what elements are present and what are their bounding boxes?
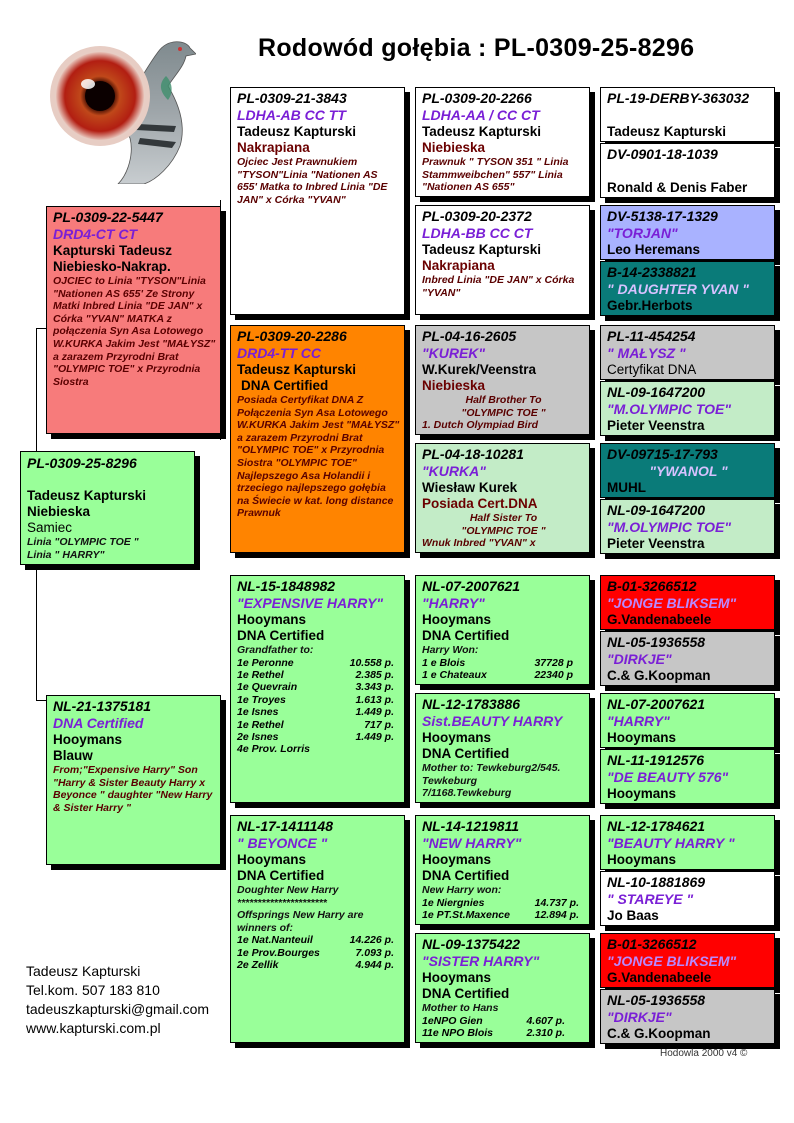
gen4-box <box>600 443 775 498</box>
gen4-box <box>600 87 775 142</box>
ggp-dss-ring: NL-07-2007621 <box>422 578 521 594</box>
ggp-sdd-note1: Half Sister To <box>469 512 538 524</box>
ggp-sss-color: Niebieska <box>422 140 486 155</box>
result-row: 2e Zellik 4.944 p. <box>237 959 394 972</box>
gen4-line: "BEAUTY HARRY " <box>607 835 735 851</box>
result-row: 1e Prov.Bourges 7.093 p. <box>237 946 394 959</box>
gen4-line: "TORJAN" <box>607 225 678 241</box>
result-row: 1e Rethel 2.385 p. <box>237 669 394 681</box>
dam-box <box>46 695 221 865</box>
gen4-ring: PL-19-DERBY-363032 <box>607 90 750 106</box>
ggp-dds-note: New Harry won: <box>422 884 502 896</box>
dam-ring: NL-21-1375181 <box>53 698 152 714</box>
gen4-line: " DAUGHTER YVAN " <box>607 281 749 297</box>
page-title: Rodowód gołębia : PL-0309-25-8296 <box>258 34 695 62</box>
ggp-dds-line: "NEW HARRY" <box>422 835 522 851</box>
gp-ss-ring: PL-0309-21-3843 <box>237 90 347 106</box>
sire-note: OJCIEC to Linia "TYSON"Linia "Nationen AS 655' Ze Strony Matki Inbred Linia "DE JAN" x Córka "YVAN" MATKA z połączenia Syn Asa Lotowego W.KURKA Jakim Jest "MAŁYSZ" a zarazem Przyrodni Brat "OLYMPIC TOE" x Przyrodnia Siostra <box>53 275 216 388</box>
dam-color: Blauw <box>53 748 93 763</box>
ggp-dds-breeder: Hooymans <box>422 852 492 867</box>
ggp-dsd-note3: 7/1168.Tewkeburg <box>422 787 512 800</box>
gen4-line: "JONGE BLIKSEM" <box>607 595 737 611</box>
gen4-ring: DV-0901-18-1039 <box>607 146 718 162</box>
ggp-ddd-breeder: Hooymans <box>422 970 492 985</box>
gen4-box <box>600 499 775 554</box>
gen4-name: Tadeusz Kapturski <box>607 124 727 139</box>
granddam-dam-box <box>230 815 405 1043</box>
ggp-sds-note3: 1. Dutch Olympiad Bird <box>422 419 539 432</box>
gp-ds-line: "EXPENSIVE HARRY" <box>237 595 384 611</box>
gen4-box <box>600 693 775 748</box>
gen4-box <box>600 749 775 804</box>
gp-sd-note: Posiada Certyfikat DNA Z Połączenia Syn Asa Lotowego W.KURKA Jakim Jest "MAŁYSZ" a zarazem Przyrodni Brat "OLYMPIC TOE" x Przyrodnia Siostra "OLYMPIC TOE" Najlepszego Asa Holandii i trzeciego najlepszego gołębia na Świecie w kat. long distance Prawnuk <box>237 394 400 520</box>
ggp-ddd-note: Mother to Hans <box>422 1002 499 1014</box>
ggp-sds-line: "KUREK" <box>422 345 486 361</box>
ggp-sds-ring: PL-04-16-2605 <box>422 328 517 344</box>
gen4-line: "M.OLYMPIC TOE" <box>607 519 731 535</box>
gen4-box <box>600 871 775 926</box>
dam-note: From;"Expensive Harry" Son "Harry & Sister Beauty Harry x Beyonce " daughter "New Harry & Sister Harry " <box>53 764 213 814</box>
ggp-ddd-box <box>415 933 590 1043</box>
gen4-name: Ronald & Denis Faber <box>607 180 748 195</box>
gen4-line: " STAREYE " <box>607 891 694 907</box>
ggp-dds-results <box>422 897 585 922</box>
ggp-ssd-breeder: Tadeusz Kapturski <box>422 242 542 257</box>
result-row: 2e Isnes 1.449 p. <box>237 731 394 744</box>
gen4-line: "M.OLYMPIC TOE" <box>607 401 731 417</box>
ggp-ssd-box <box>415 205 590 315</box>
gen4-ring: DV-5138-17-1329 <box>607 208 718 224</box>
gp-dd-note1: Doughter New Harry <box>237 884 339 896</box>
gen4-box <box>600 143 775 198</box>
gen4-name: Certyfikat DNA <box>607 362 697 377</box>
gen4-name: Pieter Veenstra <box>607 418 705 433</box>
subject-line2: Linia " HARRY" <box>27 548 105 561</box>
ggp-sds-breeder: W.Kurek/Veenstra <box>422 362 537 377</box>
ggp-dsd-extra: DNA Certified <box>422 746 510 761</box>
gen4-name: Hooymans <box>607 852 677 867</box>
gen4-ring: B-14-2338821 <box>607 264 697 280</box>
result-row: 1e Niergnies 14.737 p. <box>422 896 579 909</box>
contact-email[interactable]: tadeuszkapturski@gmail.com <box>26 1001 210 1017</box>
connector-line <box>36 560 37 700</box>
gen4-name: G.Vandenabeele <box>607 970 712 985</box>
ggp-ddd-line: "SISTER HARRY" <box>422 953 540 969</box>
result-row: 11e NPO Blois 2.310 p. <box>422 1027 565 1039</box>
result-row: 1e Isnes 1.449 p. <box>237 706 394 719</box>
ggp-ssd-line: LDHA-BB CC CT <box>422 225 533 241</box>
gen4-box <box>600 205 775 260</box>
result-row: 1e PT.St.Maxence 12.894 p. <box>422 909 579 921</box>
sire-box <box>46 206 221 434</box>
gen4-name: Jo Baas <box>607 908 659 923</box>
ggp-sss-line: LDHA-AA / CC CT <box>422 107 540 123</box>
gen4-box <box>600 575 775 630</box>
gp-sd-breeder: Tadeusz Kapturski <box>237 362 357 377</box>
gen4-name: Gebr.Herbots <box>607 298 693 313</box>
gen4-name: Leo Heremans <box>607 242 701 257</box>
ggp-sdd-ring: PL-04-18-10281 <box>422 446 524 462</box>
gp-ss-note: Ojciec Jest Prawnukiem "TYSON"Linia "Nationen AS 655' Matka to Inbred Linia "DE JAN" x Córka "YVAN" <box>237 156 388 206</box>
gp-ss-line: LDHA-AB CC TT <box>237 107 346 123</box>
gen4-line <box>607 107 770 124</box>
ggp-sss-box <box>415 87 590 197</box>
ggp-dsd-line: Sist.BEAUTY HARRY <box>422 713 563 729</box>
ggp-sdd-box <box>415 443 590 553</box>
ggp-sdd-breeder: Wiesław Kurek <box>422 480 518 495</box>
gen4-ring: NL-09-1647200 <box>607 384 706 400</box>
ggp-ssd-color: Nakrapiana <box>422 258 495 273</box>
sire-ring: PL-0309-22-5447 <box>53 209 163 225</box>
ggp-sss-ring: PL-0309-20-2266 <box>422 90 532 106</box>
gen4-box <box>600 989 775 1044</box>
gp-ds-note-title: Grandfather to: <box>237 644 314 656</box>
gen4-line: " MAŁYSZ " <box>607 345 686 361</box>
grandsire-dam-box <box>230 575 405 803</box>
result-row: 1 e Chateaux 22340 p <box>422 669 573 681</box>
gen4-line: "JONGE BLIKSEM" <box>607 953 737 969</box>
ggp-dsd-breeder: Hooymans <box>422 730 492 745</box>
gen4-ring: NL-12-1784621 <box>607 818 706 834</box>
gen4-box <box>600 261 775 316</box>
gen4-ring: NL-10-1881869 <box>607 874 706 890</box>
gp-ds-breeder: Hooymans <box>237 612 307 627</box>
ggp-sss-note: Prawnuk " TYSON 351 " Linia Stammweibchen" 557" Linia "Nationen AS 655" <box>422 156 569 194</box>
gen4-ring: DV-09715-17-793 <box>607 446 718 462</box>
gen4-line: "YWANOL " <box>649 463 728 479</box>
gp-dd-note2: Offsprings New Harry are winners of: <box>237 909 364 934</box>
gp-sd-line: DRD4-TT CC <box>237 345 321 361</box>
gp-dd-stars: ********************** <box>237 896 327 909</box>
gp-sd-ring: PL-0309-20-2286 <box>237 328 347 344</box>
gp-ds-results <box>237 657 400 756</box>
sire-line: DRD4-CT CT <box>53 226 137 242</box>
gen4-name: Hooymans <box>607 786 677 801</box>
gen4-box <box>600 381 775 436</box>
subject-box <box>20 451 195 565</box>
gen4-ring: NL-07-2007621 <box>607 696 706 712</box>
ggp-sdd-line: "KURKA" <box>422 463 486 479</box>
ggp-ddd-ring: NL-09-1375422 <box>422 936 521 952</box>
ggp-dss-extra: DNA Certified <box>422 628 510 643</box>
gp-ds-extra: DNA Certified <box>237 628 325 643</box>
connector-line <box>36 700 46 701</box>
gp-dd-results <box>237 934 400 971</box>
gen4-name: Hooymans <box>607 730 677 745</box>
gen4-name: C.& G.Koopman <box>607 668 711 683</box>
gen4-ring: NL-05-1936558 <box>607 992 706 1008</box>
footer-version: Hodowla 2000 v4 © <box>660 1048 748 1059</box>
gp-dd-breeder: Hooymans <box>237 852 307 867</box>
ggp-dss-line: "HARRY" <box>422 595 485 611</box>
ggp-dss-breeder: Hooymans <box>422 612 492 627</box>
ggp-dss-note: Harry Won: <box>422 644 479 656</box>
ggp-ddd-extra: DNA Certified <box>422 986 510 1001</box>
dam-line: DNA Certified <box>53 715 144 731</box>
subject-sex: Samiec <box>27 520 73 535</box>
connector-line <box>36 328 46 329</box>
result-row: 1e Nat.Nanteuil 14.226 p. <box>237 934 394 947</box>
ggp-sss-breeder: Tadeusz Kapturski <box>422 124 542 139</box>
gen4-ring: B-01-3266512 <box>607 578 697 594</box>
gp-sd-extra: DNA Certified <box>241 378 329 393</box>
gen4-line: "HARRY" <box>607 713 670 729</box>
gen4-ring: NL-11-1912576 <box>607 752 705 768</box>
ggp-sds-note2: "OLYMPIC TOE " <box>461 406 546 419</box>
ggp-sdd-note3: Wnuk Inbred "YVAN" x <box>422 537 536 550</box>
gen4-name: Pieter Veenstra <box>607 536 705 551</box>
ggp-ssd-note: Inbred Linia "DE JAN" x Córka "YVAN" <box>422 274 575 299</box>
gen4-name: G.Vandenabeele <box>607 612 712 627</box>
gp-ss-breeder: Tadeusz Kapturski <box>237 124 357 139</box>
pigeon-eye-logo <box>48 34 196 184</box>
gp-dd-extra: DNA Certified <box>237 868 325 883</box>
contact-phone: Tel.kom. 507 183 810 <box>26 982 160 998</box>
gen4-box <box>600 815 775 870</box>
ggp-sdd-note2: "OLYMPIC TOE " <box>461 524 546 537</box>
gp-ss-color: Nakrapiana <box>237 140 310 155</box>
granddam-sire-box <box>230 325 405 553</box>
result-row: 1 e Blois 37728 p <box>422 656 573 669</box>
gp-dd-line: " BEYONCE " <box>237 835 328 851</box>
result-row: 1e Quevrain 3.343 p. <box>237 681 394 694</box>
contact-website[interactable]: www.kapturski.com.pl <box>26 1020 161 1036</box>
gen4-line <box>607 163 770 180</box>
ggp-dsd-note1: Mother to: Tewkeburg2/545. <box>422 762 561 774</box>
ggp-dds-extra: DNA Certified <box>422 868 510 883</box>
ggp-sds-color: Niebieska <box>422 378 486 393</box>
result-row: 1e Rethel 717 p. <box>237 718 394 731</box>
ggp-dss-results <box>422 657 585 682</box>
ggp-dds-box <box>415 815 590 925</box>
ggp-dsd-box <box>415 693 590 803</box>
connector-line <box>36 328 37 454</box>
result-row: 1eNPO Gien 4.607 p. <box>422 1014 565 1027</box>
ggp-dss-box <box>415 575 590 685</box>
gen4-name: C.& G.Koopman <box>607 1026 711 1041</box>
gen4-box <box>600 631 775 686</box>
result-row: 4e Prov. Lorris <box>237 743 310 756</box>
ggp-sds-box <box>415 325 590 435</box>
gen4-name: MUHL <box>607 480 646 495</box>
contact-name: Tadeusz Kapturski <box>26 963 141 979</box>
gen4-ring: NL-09-1647200 <box>607 502 706 518</box>
ggp-sdd-color: Posiada Cert.DNA <box>422 496 538 511</box>
gp-dd-ring: NL-17-1411148 <box>237 818 333 834</box>
gp-ds-ring: NL-15-1848982 <box>237 578 336 594</box>
subject-line1: Linia "OLYMPIC TOE " <box>27 536 139 548</box>
subject-ring: PL-0309-25-8296 <box>27 455 137 471</box>
gen4-line: "DE BEAUTY 576" <box>607 769 729 785</box>
gen4-box <box>600 325 775 380</box>
ggp-sds-note1: Half Brother To <box>465 394 542 406</box>
gen4-box <box>600 933 775 988</box>
ggp-dsd-ring: NL-12-1783886 <box>422 696 521 712</box>
grandsire-sire-box <box>230 87 405 315</box>
gen4-line: "DIRKJE" <box>607 1009 672 1025</box>
dam-breeder: Hooymans <box>53 732 123 747</box>
ggp-dds-ring: NL-14-1219811 <box>422 818 520 834</box>
gen4-ring: NL-05-1936558 <box>607 634 706 650</box>
sire-breeder: Kapturski Tadeusz <box>53 243 173 258</box>
subject-color: Niebieska <box>27 504 91 519</box>
gen4-line: "DIRKJE" <box>607 651 672 667</box>
gen4-ring: B-01-3266512 <box>607 936 697 952</box>
contact-block <box>26 962 209 1038</box>
ggp-ssd-ring: PL-0309-20-2372 <box>422 208 532 224</box>
subject-breeder: Tadeusz Kapturski <box>27 488 147 503</box>
ggp-ddd-results <box>422 1015 585 1040</box>
gen4-ring: PL-11-454254 <box>607 328 696 344</box>
ggp-dsd-note2: Tewkeburg <box>422 774 478 787</box>
result-row: 1e Peronne 10.558 p. <box>237 656 394 669</box>
result-row: 1e Troyes 1.613 p. <box>237 693 394 706</box>
sire-color: Niebiesko-Nakrap. <box>53 259 171 274</box>
